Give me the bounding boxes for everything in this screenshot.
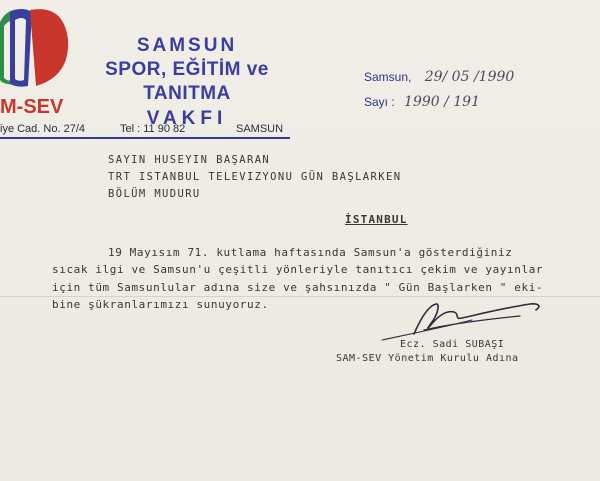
recipient-name: SAYIN HUSEYIN BAŞARAN — [108, 154, 271, 166]
recipient-title: BÖLÜM MUDURU — [108, 188, 201, 200]
signer-name: Ecz. Sadi SUBAŞI — [400, 339, 505, 350]
letterhead-rule — [0, 137, 290, 139]
signer-role: SAM-SEV Yönetim Kurulu Adına — [336, 353, 519, 364]
letterhead-address: iye Cad. No. 27/4 — [0, 123, 85, 135]
letterhead-city: SAMSUN — [236, 123, 284, 135]
reference-label: Sayı : — [364, 95, 395, 109]
org-line-2: SPOR, EĞİTİM ve TANITMA — [105, 59, 269, 104]
body-line-4: bine şükranlarımızı sunuyoruz. — [52, 298, 269, 311]
body-line-2: sıcak ilgi ve Samsun'u çeşitli yönleriyle tanıtıcı çekim ve yayınlar — [52, 263, 544, 276]
date-line — [364, 69, 514, 85]
reference-line — [364, 94, 480, 110]
reference-number: 1990 / 191 — [404, 94, 480, 110]
recipient-organization: TRT ISTANBUL TELEVIZYONU GÜN BAŞLARKEN — [108, 171, 402, 183]
recipient-city: İSTANBUL — [345, 213, 408, 226]
letterhead-phone: Tel : 11 90 82 — [120, 123, 186, 135]
organization-name — [62, 34, 312, 132]
body-line-1: 19 Mayısım 71. kutlama haftasında Samsun'a gösterdiğiniz — [108, 246, 513, 259]
org-line-1: SAMSUN — [136, 35, 238, 56]
place-label: Samsun, — [364, 70, 412, 84]
body-line-3: için tüm Samsunlular adına size ve şahsınızda " Gün Başlarken " eki- — [52, 281, 544, 294]
logo-text: M-SEV — [0, 96, 64, 118]
handwritten-signature-icon — [380, 290, 550, 342]
date-value: 29/ 05 /1990 — [424, 69, 515, 85]
org-line-3: VAKFI — [146, 108, 228, 129]
